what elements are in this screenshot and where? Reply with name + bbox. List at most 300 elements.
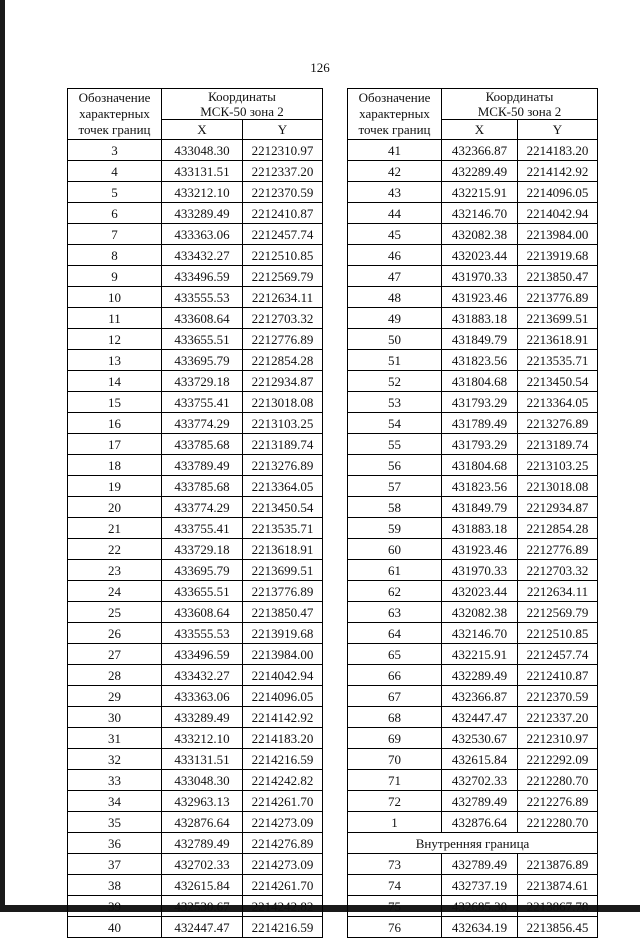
table-row [68,623,323,644]
table-row [68,581,323,602]
y-value: 2212510.85 [518,623,598,644]
y-value: 2214273.09 [243,854,323,875]
y-value: 2213856.45 [518,917,598,938]
point-number: 26 [68,623,162,644]
y-value: 2214142.92 [518,161,598,182]
point-number: 8 [68,245,162,266]
point-number: 61 [348,560,442,581]
y-value: 2212276.89 [518,791,598,812]
x-value: 433608.64 [162,602,243,623]
point-number: 17 [68,434,162,455]
y-value: 2212634.11 [243,287,323,308]
y-value: 2214276.89 [243,833,323,854]
coordinates-header-line-1: Координаты [485,89,554,104]
designation-header-line-2: характерных [359,106,430,121]
x-value: 433729.18 [162,539,243,560]
x-value: 433496.59 [162,266,243,287]
y-value: 2214216.59 [243,917,323,938]
table-row [68,371,323,392]
point-number: 31 [68,728,162,749]
table-row [348,602,598,623]
point-number: 70 [348,749,442,770]
x-value: 431823.56 [442,350,518,371]
table-row [348,308,598,329]
y-value: 2212703.32 [243,308,323,329]
point-number: 22 [68,539,162,560]
x-value: 432530.67 [442,728,518,749]
x-value: 433289.49 [162,707,243,728]
x-value: 431823.56 [442,476,518,497]
point-number: 1 [348,812,442,833]
x-value: 432366.87 [442,686,518,707]
table-row [68,497,323,518]
y-value: 2212292.09 [518,749,598,770]
table-row [348,140,598,161]
y-value: 2213776.89 [518,287,598,308]
x-value: 431849.79 [442,329,518,350]
table-row [68,875,323,896]
table-row [68,812,323,833]
point-number: 44 [348,203,442,224]
left-table-body [68,140,323,938]
table-row [68,350,323,371]
y-value: 2212776.89 [518,539,598,560]
point-number: 24 [68,581,162,602]
point-number: 16 [68,413,162,434]
coordinates-table-left [67,88,323,938]
x-value: 432023.44 [442,581,518,602]
y-value: 2212337.20 [518,707,598,728]
point-number: 32 [68,749,162,770]
x-value: 433363.06 [162,224,243,245]
point-number: 53 [348,392,442,413]
point-number: 56 [348,455,442,476]
y-value: 2213984.00 [518,224,598,245]
table-row [348,455,598,476]
y-value: 2214183.20 [518,140,598,161]
x-column-header: X [442,120,518,140]
table-row [68,560,323,581]
table-row [348,203,598,224]
right-table-body [348,140,598,938]
x-value: 433212.10 [162,182,243,203]
point-number: 50 [348,329,442,350]
table-row [348,245,598,266]
coordinates-header [162,89,323,120]
x-value: 432146.70 [442,623,518,644]
point-number: 68 [348,707,442,728]
table-row [348,707,598,728]
point-number: 36 [68,833,162,854]
point-number: 76 [348,917,442,938]
table-row [348,266,598,287]
table-row [348,560,598,581]
designation-header-line-2: характерных [79,106,150,121]
table-row [348,539,598,560]
designation-header [68,89,162,140]
y-value: 2213776.89 [243,581,323,602]
table-row [68,707,323,728]
x-value: 433785.68 [162,476,243,497]
point-number: 55 [348,434,442,455]
x-value: 433785.68 [162,434,243,455]
table-row [348,875,598,896]
designation-header-line-3: точек границ [358,122,431,137]
point-number: 75 [348,896,442,917]
table-row [68,329,323,350]
y-value: 2213919.68 [243,623,323,644]
point-number: 35 [68,812,162,833]
y-value: 2212854.28 [243,350,323,371]
x-value: 433655.51 [162,581,243,602]
x-value: 432702.33 [162,854,243,875]
table-row [348,182,598,203]
x-value: 433729.18 [162,371,243,392]
point-number: 48 [348,287,442,308]
table-row [348,287,598,308]
point-number: 19 [68,476,162,497]
point-number: 34 [68,791,162,812]
x-value: 432615.84 [162,875,243,896]
point-number: 58 [348,497,442,518]
x-value: 432023.44 [442,245,518,266]
table-row [68,476,323,497]
y-value: 2213850.47 [243,602,323,623]
table-row [348,224,598,245]
table-row [68,287,323,308]
table-row [348,644,598,665]
point-number: 3 [68,140,162,161]
point-number: 54 [348,413,442,434]
y-value: 2212510.85 [243,245,323,266]
x-value: 431923.46 [442,539,518,560]
section-row-inner-boundary [348,833,598,854]
table-row [68,245,323,266]
x-value: 433432.27 [162,665,243,686]
table-row [348,476,598,497]
x-value: 432366.87 [442,140,518,161]
x-value: 432876.64 [442,812,518,833]
table-row [348,623,598,644]
table-row [68,539,323,560]
x-value: 433432.27 [162,245,243,266]
y-value: 2213874.61 [518,875,598,896]
x-value: 432876.64 [162,812,243,833]
x-value: 433131.51 [162,749,243,770]
table-row [348,854,598,875]
point-number: 41 [348,140,442,161]
x-value: 433695.79 [162,560,243,581]
point-number: 64 [348,623,442,644]
y-value: 2214242.82 [243,896,323,917]
point-number: 60 [348,539,442,560]
point-number: 14 [68,371,162,392]
x-value: 433496.59 [162,644,243,665]
table-row [68,602,323,623]
x-value: 433212.10 [162,728,243,749]
point-number: 39 [68,896,162,917]
table-row [348,749,598,770]
designation-header-line-3: точек границ [78,122,151,137]
point-number: 73 [348,854,442,875]
x-value: 432789.49 [442,854,518,875]
y-value: 2212569.79 [518,602,598,623]
point-number: 28 [68,665,162,686]
point-number: 37 [68,854,162,875]
table-row [68,161,323,182]
table-row [348,770,598,791]
x-value: 432447.47 [442,707,518,728]
point-number: 11 [68,308,162,329]
x-value: 431793.29 [442,434,518,455]
table-row [68,266,323,287]
coordinates-table-right [347,88,598,938]
coordinates-header-line-2: МСК-50 зона 2 [200,104,284,119]
point-number: 18 [68,455,162,476]
x-value: 432082.38 [442,602,518,623]
x-value: 432447.47 [162,917,243,938]
x-value: 432685.30 [442,896,518,917]
page-number: 126 [310,60,330,75]
table-row [348,434,598,455]
table-row [348,812,598,833]
table-row [68,308,323,329]
y-value: 2213276.89 [518,413,598,434]
y-value: 2213984.00 [243,644,323,665]
point-number: 4 [68,161,162,182]
designation-header-line-1: Обозначение [78,90,151,105]
x-value: 432215.91 [442,644,518,665]
y-column-header: Y [243,120,323,140]
table-row [348,161,598,182]
x-value: 432146.70 [442,203,518,224]
x-value: 432789.49 [442,791,518,812]
x-value: 433131.51 [162,161,243,182]
y-value: 2212634.11 [518,581,598,602]
point-number: 40 [68,917,162,938]
y-value: 2213103.25 [243,413,323,434]
y-value: 2213018.08 [243,392,323,413]
y-value: 2212310.97 [243,140,323,161]
table-row [68,203,323,224]
table-row [348,728,598,749]
y-value: 2213018.08 [518,476,598,497]
y-value: 2213276.89 [243,455,323,476]
table-row [348,581,598,602]
coordinates-header-line-1: Координаты [208,89,276,104]
y-value: 2213850.47 [518,266,598,287]
table-row [348,665,598,686]
point-number: 63 [348,602,442,623]
x-value: 431970.33 [442,266,518,287]
y-value: 2214142.92 [243,707,323,728]
point-number: 43 [348,182,442,203]
point-number: 49 [348,308,442,329]
y-value: 2212410.87 [518,665,598,686]
x-value: 432789.49 [162,833,243,854]
y-value: 2214261.70 [243,875,323,896]
point-number: 12 [68,329,162,350]
x-value: 432634.19 [442,917,518,938]
table-row [68,728,323,749]
x-value: 433289.49 [162,203,243,224]
point-number: 13 [68,350,162,371]
y-value: 2214096.05 [243,686,323,707]
point-number: 20 [68,497,162,518]
y-value: 2212934.87 [243,371,323,392]
y-value: 2212280.70 [518,770,598,791]
y-value: 2214183.20 [243,728,323,749]
x-value: 431883.18 [442,518,518,539]
x-value: 433655.51 [162,329,243,350]
table-row [68,518,323,539]
y-value: 2213535.71 [243,518,323,539]
y-value: 2213450.54 [243,497,323,518]
y-value: 2213450.54 [518,371,598,392]
x-value: 432215.91 [442,182,518,203]
point-number: 42 [348,161,442,182]
y-value: 2214261.70 [243,791,323,812]
point-number: 15 [68,392,162,413]
y-value: 2213919.68 [518,245,598,266]
y-value: 2214096.05 [518,182,598,203]
y-value: 2214042.94 [518,203,598,224]
table-row [68,182,323,203]
table-row [68,140,323,161]
y-value: 2214042.94 [243,665,323,686]
y-value: 2213699.51 [518,308,598,329]
x-value: 431804.68 [442,455,518,476]
x-value: 433608.64 [162,308,243,329]
table-row [348,350,598,371]
table-row [68,854,323,875]
x-value: 431804.68 [442,371,518,392]
y-value: 2214273.09 [243,812,323,833]
y-value: 2212370.59 [243,182,323,203]
x-value: 433695.79 [162,350,243,371]
y-value: 2213189.74 [243,434,323,455]
inner-boundary-label: Внутренняя граница [348,833,598,854]
x-value: 431883.18 [442,308,518,329]
point-number: 74 [348,875,442,896]
point-number: 7 [68,224,162,245]
x-value: 432289.49 [442,665,518,686]
point-number: 65 [348,644,442,665]
table-row [68,749,323,770]
table-row [68,434,323,455]
y-value: 2214242.82 [243,770,323,791]
table-row [348,686,598,707]
y-value: 2213618.91 [243,539,323,560]
x-value: 431923.46 [442,287,518,308]
table-row [68,770,323,791]
y-value: 2212410.87 [243,203,323,224]
y-value: 2212934.87 [518,497,598,518]
point-number: 59 [348,518,442,539]
point-number: 72 [348,791,442,812]
y-value: 2213876.89 [518,854,598,875]
x-value: 431849.79 [442,497,518,518]
x-value: 431793.29 [442,392,518,413]
y-value: 2213189.74 [518,434,598,455]
y-value: 2213535.71 [518,350,598,371]
x-value: 432530.67 [162,896,243,917]
x-value: 433774.29 [162,497,243,518]
y-value: 2212370.59 [518,686,598,707]
table-row [68,665,323,686]
y-value: 2212457.74 [243,224,323,245]
designation-header [348,89,442,140]
point-number: 5 [68,182,162,203]
x-value: 433789.49 [162,455,243,476]
point-number: 6 [68,203,162,224]
table-row [348,518,598,539]
point-number: 57 [348,476,442,497]
point-number: 23 [68,560,162,581]
x-value: 432289.49 [442,161,518,182]
x-value: 431970.33 [442,560,518,581]
table-row [348,329,598,350]
x-value: 433755.41 [162,392,243,413]
table-row [348,896,598,917]
y-value: 2213618.91 [518,329,598,350]
x-value: 433363.06 [162,686,243,707]
x-value: 432615.84 [442,749,518,770]
y-value: 2212776.89 [243,329,323,350]
y-value: 2213867.78 [518,896,598,917]
x-value: 433555.53 [162,623,243,644]
table-row [348,791,598,812]
coordinates-header [442,89,598,120]
scan-border-left [0,0,5,912]
table-row [68,644,323,665]
coordinates-header-line-2: МСК-50 зона 2 [477,104,562,119]
x-value: 433048.30 [162,140,243,161]
y-value: 2212310.97 [518,728,598,749]
x-value: 432737.19 [442,875,518,896]
table-row [68,791,323,812]
table-row [68,392,323,413]
point-number: 25 [68,602,162,623]
point-number: 38 [68,875,162,896]
point-number: 21 [68,518,162,539]
designation-header-line-1: Обозначение [358,90,431,105]
y-value: 2212280.70 [518,812,598,833]
y-value: 2212337.20 [243,161,323,182]
x-value: 433555.53 [162,287,243,308]
point-number: 71 [348,770,442,791]
point-number: 67 [348,686,442,707]
point-number: 10 [68,287,162,308]
y-value: 2212854.28 [518,518,598,539]
table-row [348,392,598,413]
table-row [68,224,323,245]
y-value: 2212703.32 [518,560,598,581]
y-value: 2214216.59 [243,749,323,770]
y-value: 2213364.05 [518,392,598,413]
point-number: 47 [348,266,442,287]
table-row [348,917,598,938]
point-number: 66 [348,665,442,686]
x-value: 433774.29 [162,413,243,434]
table-row [68,917,323,938]
y-value: 2212457.74 [518,644,598,665]
point-number: 30 [68,707,162,728]
y-value: 2213103.25 [518,455,598,476]
y-column-header: Y [518,120,598,140]
point-number: 52 [348,371,442,392]
point-number: 33 [68,770,162,791]
